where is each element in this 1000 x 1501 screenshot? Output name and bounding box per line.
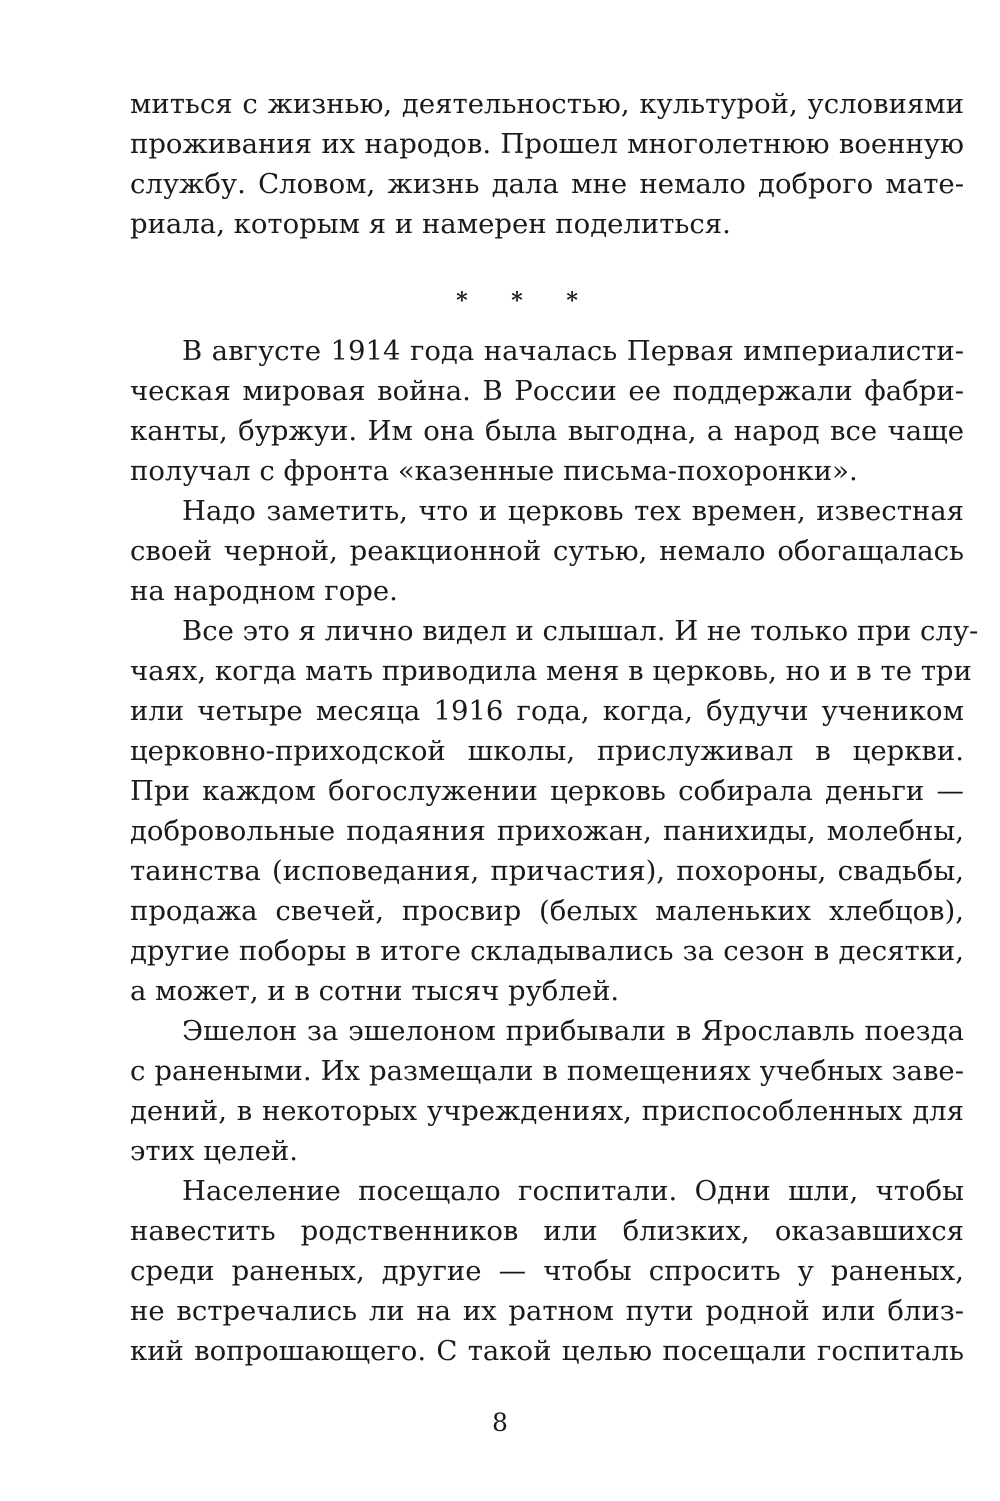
text-line: При каждом богослужении церковь собирала деньги —: [130, 775, 964, 807]
text-line: на народном горе.: [130, 575, 398, 607]
text-line: чаях, когда мать приводила меня в церковь, но и в те три: [130, 655, 972, 687]
text-line: ческая мировая война. В России ее поддержали фабри-: [130, 375, 964, 407]
text-line: церковно-приходской школы, прислуживал в церкви.: [130, 735, 964, 767]
body-text: [130, 331, 979, 1371]
text-line: или четыре месяца 1916 года, когда, будучи учеником: [130, 695, 964, 727]
text-line: другие поборы в итоге складывались за сезон в десятки,: [130, 935, 964, 967]
text-line: Надо заметить, что и церковь тех времен, известная: [182, 495, 964, 527]
intro-paragraph: [130, 84, 964, 244]
text-line: а может, и в сотни тысяч рублей.: [130, 975, 620, 1007]
text-line: Все это я лично видел и слышал. И не только при слу-: [182, 615, 979, 647]
text-line: В августе 1914 года началась Первая империалисти-: [182, 335, 964, 367]
text-line: дений, в некоторых учреждениях, приспособленных для: [130, 1095, 964, 1127]
text-line: не встречались ли на их ратном пути родной или близ-: [130, 1295, 964, 1327]
text-line: таинства (исповедания, причастия), похороны, свадьбы,: [130, 855, 964, 887]
text-line: добровольные подаяния прихожан, панихиды, молебны,: [130, 815, 964, 847]
text-line: своей черной, реакционной сутью, немало обогащалась: [130, 535, 964, 567]
section-separator: * * *: [456, 288, 596, 314]
text-line: Население посещало госпитали. Одни шли, чтобы: [182, 1175, 964, 1207]
text-line: Эшелон за эшелоном прибывали в Ярославль поезда: [182, 1015, 964, 1047]
text-line: миться с жизнью, деятельностью, культурой, условиями: [130, 88, 964, 120]
text-line: навестить родственников или близких, оказавшихся: [130, 1215, 964, 1247]
text-line: канты, буржуи. Им она была выгодна, а народ все чаще: [130, 415, 964, 447]
text-line: среди раненых, другие — чтобы спросить у раненых,: [130, 1255, 964, 1287]
text-line: службу. Словом, жизнь дала мне немало доброго мате-: [130, 168, 964, 200]
text-line: с ранеными. Их размещали в помещениях учебных заве-: [130, 1055, 964, 1087]
text-line: проживания их народов. Прошел многолетнюю военную: [130, 128, 964, 160]
text-line: этих целей.: [130, 1135, 298, 1167]
page-number: 8: [492, 1408, 508, 1437]
text-line: получал с фронта «казенные письма-похоронки».: [130, 455, 858, 487]
text-line: продажа свечей, просвир (белых маленьких хлебцов),: [130, 895, 964, 927]
text-line: риала, которым я и намерен поделиться.: [130, 208, 731, 240]
text-line: кий вопрошающего. С такой целью посещали госпиталь: [130, 1335, 964, 1367]
